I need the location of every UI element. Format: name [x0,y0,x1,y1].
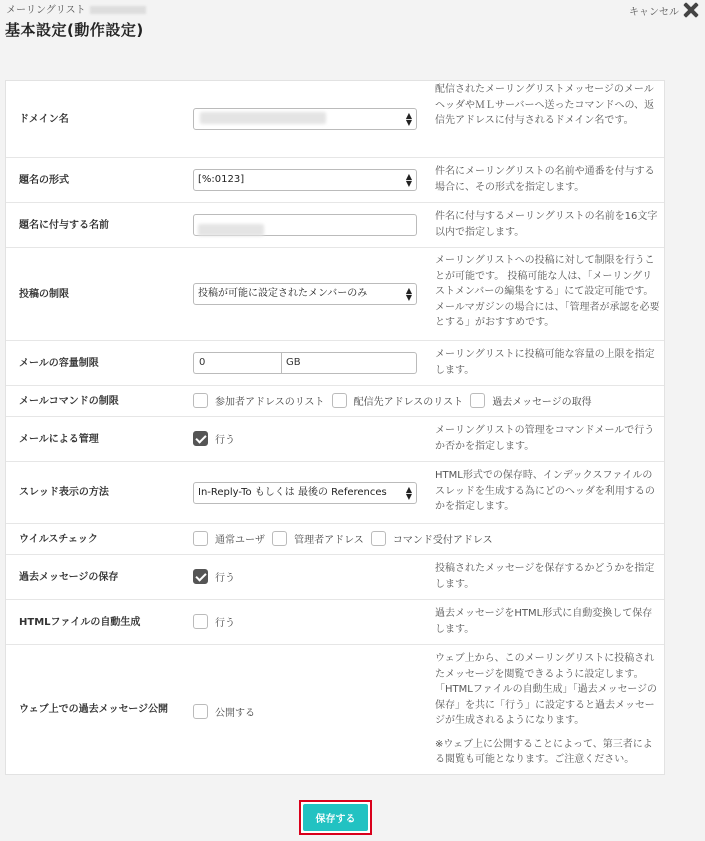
thread-select[interactable] [193,482,417,504]
page-title: 基本設定(動作設定) [5,21,144,39]
checkbox-web-archive[interactable] [193,704,255,719]
row-virus [6,524,664,555]
row-html-gen [6,600,664,645]
checkbox[interactable] [193,531,208,546]
row-subject-format [6,158,664,203]
close-icon[interactable] [681,0,701,20]
row-description: 件名に付与するメーリングリストの名前を16文字以内で指定します。 [435,211,658,238]
row-description: 配信されたメーリングリストメッセージのメールヘッダやＭＬサーバーへ送ったコマンドへの、返信先アドレスに付与されるドメイン名です。 [435,84,655,126]
checkbox-label: 配信先アドレスのリスト [353,397,464,408]
redacted-value [198,224,264,236]
row-description [435,651,660,768]
cancel-button[interactable] [629,0,701,20]
checkbox-mail-admin[interactable] [193,431,235,446]
row-web-archive [6,645,664,775]
checkbox-label: 行う [215,618,235,629]
checkbox-label: 過去メッセージの取得 [492,397,592,408]
row-label: メールの容量制限 [19,358,99,369]
redacted-value [200,112,326,124]
checkbox[interactable] [371,531,386,546]
checkbox-label: 行う [215,573,235,584]
row-description: メーリングリストの管理をコマンドメールで行うか否かを指定します。 [435,425,655,452]
checkbox[interactable] [470,393,485,408]
row-label: ドメイン名 [19,114,69,125]
header [0,0,705,48]
checkbox-checked[interactable] [193,569,208,584]
checkbox-label: 公開する [215,708,255,719]
row-description: 過去メッセージをHTML形式に自動変換して保存します。 [435,608,653,635]
checkbox-label: 参加者アドレスのリスト [215,397,325,408]
row-label: 投稿の制限 [19,289,69,300]
row-thread [6,462,664,524]
row-label: HTMLファイルの自動生成 [19,617,141,628]
checkbox-archive[interactable] [193,569,235,584]
checkbox-member-list[interactable] [193,393,325,408]
row-description: メーリングリストに投稿可能な容量の上限を指定します。 [435,349,655,376]
chevron-updown-icon: ▲ ▼ [405,172,412,188]
row-description: 件名にメーリングリストの名前や通番を付与する場合に、その形式を指定します。 [435,166,655,193]
row-description: メーリングリストへの投稿に対して制限を行うことが可能です。 投稿可能な人は、「メーリングリストメンバーの編集をする」にて設定可能です。 メールマガジンの場合には、「管理者が承認を必要とする」がおすすめです。 [435,255,660,328]
warning-note: ※ウェブ上に公開することによって、第三者による閲覧も可能となります。ご注意ください。 [435,738,653,765]
mail-size-input[interactable]: 0 [193,352,281,374]
checkbox[interactable] [332,393,347,408]
checkbox-delivery-list[interactable] [332,393,464,408]
row-description: 投稿されたメッセージを保存するかどうかを指定します。 [435,563,655,590]
select-value: [%:0123] [198,174,245,185]
row-post-limit [6,248,664,341]
select-value: In-Reply-To もしくは 最後の References [198,487,387,498]
row-archive [6,555,664,600]
checkbox-admin-address[interactable] [272,531,364,546]
checkbox-html-gen[interactable] [193,614,235,629]
chevron-updown-icon: ▲ ▼ [405,111,412,127]
row-description: HTML形式での保存時、インデックスファイルのスレッドを生成する為にどのヘッダを利用するのかを指定します。 [435,470,655,512]
row-label: 題名に付与する名前 [19,220,109,231]
save-button[interactable]: 保存する [303,804,368,831]
checkbox[interactable] [193,704,208,719]
row-label: 過去メッセージの保存 [19,572,119,583]
cancel-label: キャンセル [629,6,679,18]
checkbox-command-address[interactable] [371,531,493,546]
subject-name-input[interactable] [193,214,417,236]
row-domain [6,81,664,158]
row-label: 題名の形式 [19,175,69,186]
row-label: ウェブ上での過去メッセージ公開 [19,704,168,715]
post-limit-select[interactable] [193,283,417,305]
row-mail-size [6,341,664,386]
row-label: メールコマンドの制限 [19,396,119,407]
settings-panel [5,80,665,775]
row-subject-name [6,203,664,248]
row-label: ウイルスチェック [19,534,98,545]
mail-size-unit: GB [281,352,417,374]
select-value: 投稿が可能に設定されたメンバーのみ [198,288,368,299]
checkbox[interactable] [272,531,287,546]
subject-format-select[interactable] [193,169,417,191]
checkbox[interactable] [193,393,208,408]
checkbox-label: 通常ユーザ [215,535,265,546]
row-label: スレッド表示の方法 [19,487,109,498]
chevron-updown-icon: ▲ ▼ [405,485,412,501]
redacted-list-name [90,6,146,14]
checkbox[interactable] [193,614,208,629]
row-mail-command [6,386,664,417]
row-mail-admin [6,417,664,462]
domain-select[interactable] [193,108,417,130]
row-label: メールによる管理 [19,434,99,445]
checkbox-checked[interactable] [193,431,208,446]
description-text: ウェブ上から、このメーリングリストに投稿されたメッセージを閲覧できるように設定します。 「HTMLファイルの自動生成」「過去メッセージの保存」を共に「行う」に設定すると過去メッセージが生成されるようになります。 [435,653,658,726]
chevron-updown-icon: ▲ ▼ [405,286,412,302]
checkbox-label: コマンド受付アドレス [392,535,493,546]
save-highlight [299,800,372,835]
checkbox-label: 管理者アドレス [294,535,364,546]
checkbox-get-archive[interactable] [470,393,591,408]
breadcrumb: メーリングリスト [6,1,146,16]
checkbox-normal-user[interactable] [193,531,265,546]
checkbox-label: 行う [215,435,235,446]
